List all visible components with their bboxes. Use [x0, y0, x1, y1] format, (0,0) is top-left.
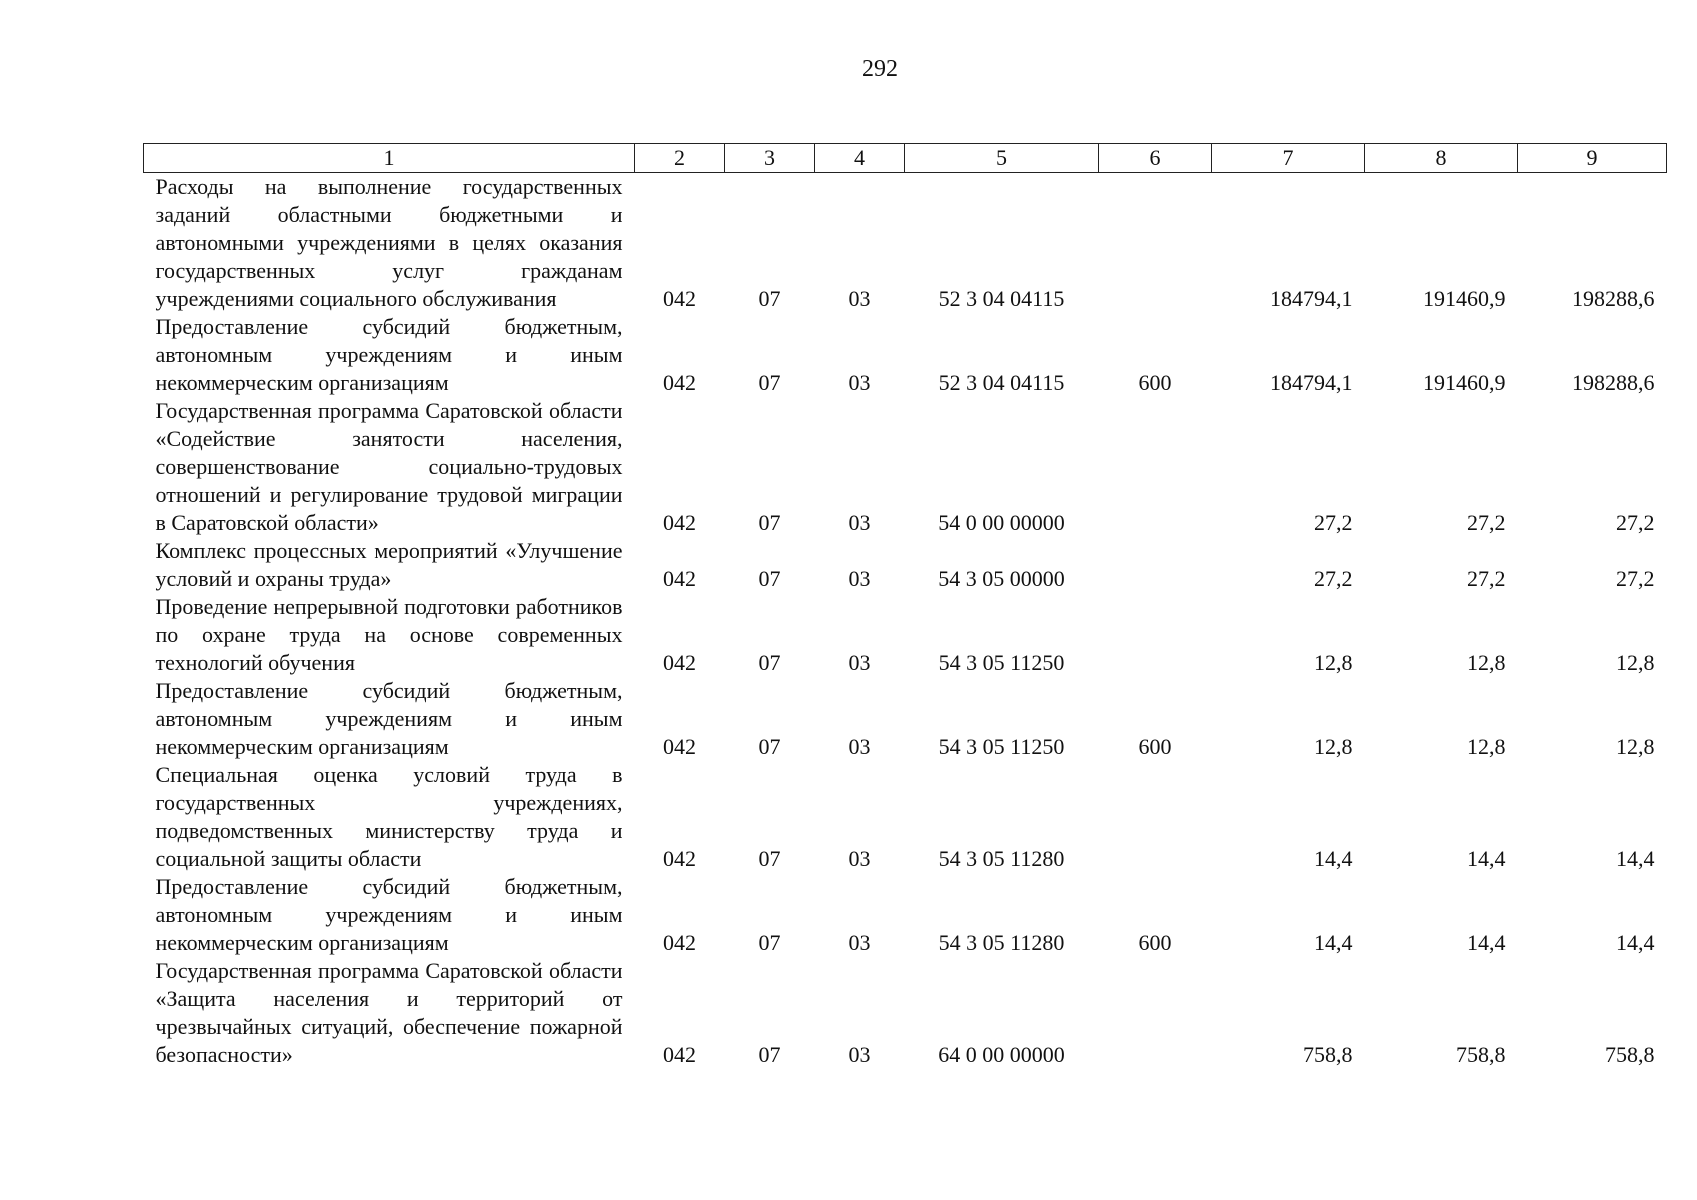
- cell-col7: 758,8: [1303, 1042, 1353, 1067]
- cell-col5: 54 3 05 11250: [938, 734, 1065, 759]
- cell-col2: 042: [663, 566, 696, 591]
- table-row: [144, 593, 1667, 677]
- cell-col3: 07: [758, 370, 781, 395]
- cell-col8: 758,8: [1456, 1042, 1506, 1067]
- cell-col2: 042: [663, 370, 696, 395]
- cell-col3: 07: [758, 650, 781, 675]
- table-row: [144, 677, 1667, 761]
- cell-col2: 042: [663, 734, 696, 759]
- cell-col7: 12,8: [1314, 734, 1353, 759]
- cell-col4: 03: [848, 286, 871, 311]
- cell-col4: 03: [848, 370, 871, 395]
- cell-col4: 03: [848, 566, 871, 591]
- cell-col9: 12,8: [1616, 650, 1655, 675]
- cell-col9: 758,8: [1605, 1042, 1655, 1067]
- column-header: 3: [725, 144, 815, 173]
- table-row: [144, 537, 1667, 593]
- cell-col6: [1099, 173, 1212, 314]
- cell-col6: 600: [1138, 370, 1172, 395]
- row-description: Проведение непрерывной подготовки работников по охране труда на основе современных технологий обучения: [155, 594, 623, 675]
- cell-col6: [1099, 397, 1212, 537]
- cell-col9: 12,8: [1616, 734, 1655, 759]
- column-header: 4: [815, 144, 905, 173]
- cell-col2: 042: [663, 930, 696, 955]
- table-row: [144, 761, 1667, 873]
- cell-col9: 14,4: [1616, 846, 1655, 871]
- cell-col9: 27,2: [1616, 510, 1655, 535]
- cell-col5: 54 3 05 11250: [938, 650, 1065, 675]
- cell-col5: 54 3 05 11280: [938, 930, 1065, 955]
- row-description: Комплекс процессных мероприятий «Улучшение условий и охраны труда»: [155, 538, 623, 591]
- budget-table: [143, 143, 1667, 1069]
- cell-col6: [1099, 957, 1212, 1069]
- cell-col2: 042: [663, 650, 696, 675]
- cell-col6: [1099, 593, 1212, 677]
- table-row: [144, 397, 1667, 537]
- cell-col8: 191460,9: [1423, 286, 1506, 311]
- header-row: [144, 144, 1667, 173]
- table-row: [144, 173, 1667, 314]
- cell-col4: 03: [848, 1042, 871, 1067]
- column-header: 5: [905, 144, 1099, 173]
- cell-col7: 184794,1: [1270, 370, 1353, 395]
- cell-col4: 03: [848, 650, 871, 675]
- table-row: [144, 313, 1667, 397]
- cell-col5: 54 0 00 00000: [938, 510, 1065, 535]
- cell-col7: 14,4: [1314, 846, 1353, 871]
- row-description: Предоставление субсидий бюджетным, автономным учреждениям и иным некоммерческим организациям: [155, 314, 623, 395]
- cell-col7: 12,8: [1314, 650, 1353, 675]
- cell-col8: 191460,9: [1423, 370, 1506, 395]
- cell-col7: 27,2: [1314, 566, 1353, 591]
- cell-col3: 07: [758, 286, 781, 311]
- cell-col6: [1099, 537, 1212, 593]
- cell-col7: 14,4: [1314, 930, 1353, 955]
- column-header: 7: [1212, 144, 1365, 173]
- cell-col6: 600: [1138, 734, 1172, 759]
- row-description: Предоставление субсидий бюджетным, автономным учреждениям и иным некоммерческим организациям: [155, 678, 623, 759]
- cell-col7: 184794,1: [1270, 286, 1353, 311]
- cell-col8: 14,4: [1467, 846, 1506, 871]
- cell-col3: 07: [758, 1042, 781, 1067]
- cell-col8: 12,8: [1467, 650, 1506, 675]
- cell-col5: 54 3 05 00000: [938, 566, 1065, 591]
- row-description: Предоставление субсидий бюджетным, автономным учреждениям и иным некоммерческим организациям: [155, 874, 623, 955]
- row-description: Расходы на выполнение государственных заданий областными бюджетными и автономными учреждениями в целях оказания государственных услуг гражданам учреждениями социального обслуживания: [155, 174, 623, 311]
- cell-col5: 64 0 00 00000: [938, 1042, 1065, 1067]
- cell-col9: 27,2: [1616, 566, 1655, 591]
- cell-col9: 198288,6: [1572, 286, 1655, 311]
- cell-col8: 27,2: [1467, 566, 1506, 591]
- cell-col8: 12,8: [1467, 734, 1506, 759]
- cell-col9: 198288,6: [1572, 370, 1655, 395]
- row-description: Государственная программа Саратовской области «Содействие занятости населения, совершенствование социально-трудовых отношений и регулирование трудовой миграции в Саратовской области»: [155, 398, 623, 535]
- cell-col3: 07: [758, 734, 781, 759]
- cell-col9: 14,4: [1616, 930, 1655, 955]
- cell-col6: [1099, 761, 1212, 873]
- cell-col4: 03: [848, 846, 871, 871]
- row-description: Государственная программа Саратовской области «Защита населения и территорий от чрезвычайных ситуаций, обеспечение пожарной безопасности»: [155, 958, 623, 1067]
- cell-col8: 14,4: [1467, 930, 1506, 955]
- cell-col3: 07: [758, 566, 781, 591]
- cell-col2: 042: [663, 286, 696, 311]
- cell-col6: 600: [1138, 930, 1172, 955]
- page-number: 292: [862, 56, 898, 82]
- column-header: 6: [1099, 144, 1212, 173]
- cell-col2: 042: [663, 510, 696, 535]
- cell-col5: 52 3 04 04115: [938, 370, 1065, 395]
- cell-col5: 54 3 05 11280: [938, 846, 1065, 871]
- column-header: 1: [144, 144, 635, 173]
- cell-col4: 03: [848, 510, 871, 535]
- cell-col2: 042: [663, 1042, 696, 1067]
- cell-col3: 07: [758, 930, 781, 955]
- column-header: 2: [635, 144, 725, 173]
- column-header: 9: [1518, 144, 1667, 173]
- cell-col5: 52 3 04 04115: [938, 286, 1065, 311]
- cell-col3: 07: [758, 846, 781, 871]
- cell-col3: 07: [758, 510, 781, 535]
- cell-col7: 27,2: [1314, 510, 1353, 535]
- cell-col2: 042: [663, 846, 696, 871]
- cell-col4: 03: [848, 930, 871, 955]
- row-description: Специальная оценка условий труда в государственных учреждениях, подведомственных министерству труда и социальной защиты области: [155, 762, 623, 871]
- table-row: [144, 873, 1667, 957]
- column-header: 8: [1365, 144, 1518, 173]
- table-row: [144, 957, 1667, 1069]
- cell-col4: 03: [848, 734, 871, 759]
- cell-col8: 27,2: [1467, 510, 1506, 535]
